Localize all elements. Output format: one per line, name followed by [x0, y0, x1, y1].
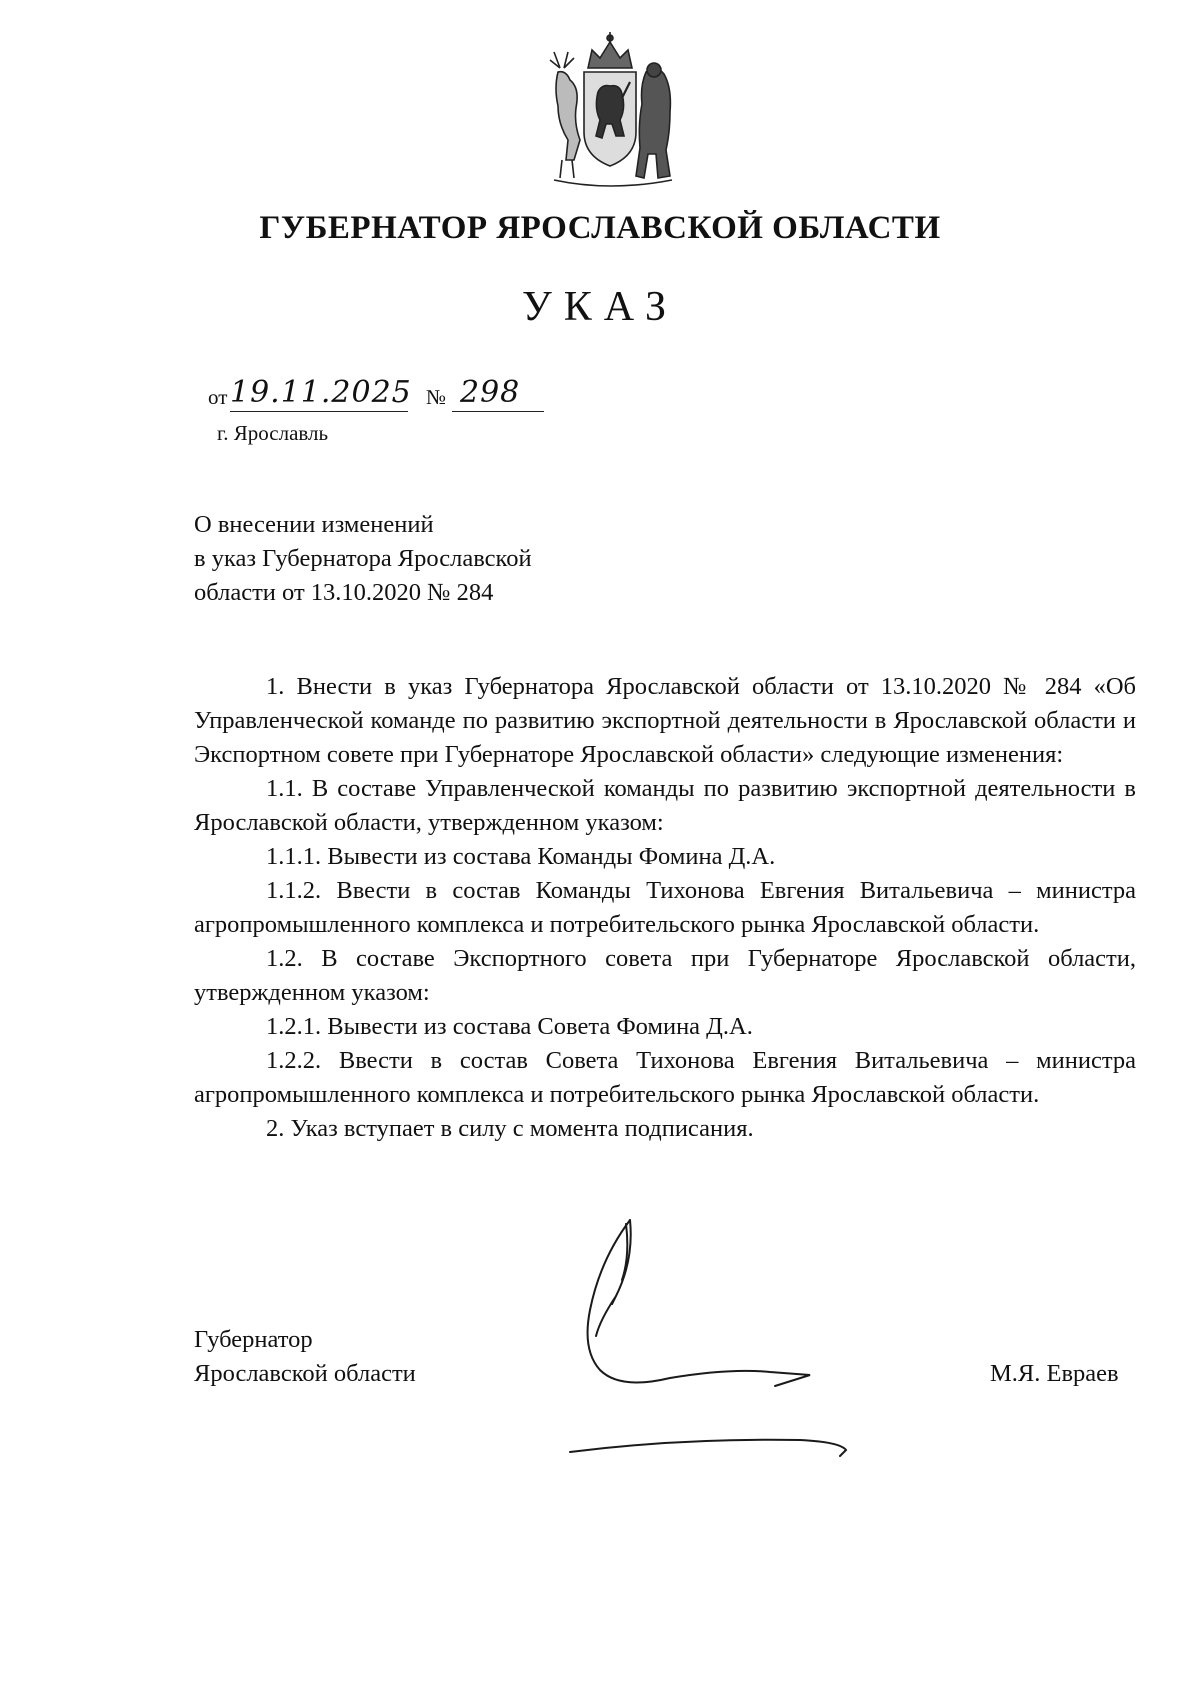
number-prefix: №: [426, 385, 447, 409]
document-body: [194, 670, 1136, 1146]
body-paragraph: 1. Внести в указ Губернатора Ярославской области от 13.10.2020 № 284 «Об Управленческой команде по развитию экспортной деятельности в Ярославской области и Экспортном совете при Губернаторе Ярославской области» следующие изменения:: [194, 673, 1136, 768]
document-subject: [194, 508, 532, 610]
body-paragraph: 1.1.1. Вывести из состава Команды Фомина Д.А.: [266, 843, 776, 870]
date-value: 19.11.2025: [230, 375, 412, 410]
body-paragraph: 2. Указ вступает в силу с момента подписания.: [266, 1115, 754, 1142]
issuing-authority: ГУБЕРНАТОР ЯРОСЛАВСКОЙ ОБЛАСТИ: [259, 210, 941, 246]
date-underline: [230, 411, 408, 412]
date-prefix: от: [208, 385, 228, 409]
city: г. Ярославль: [217, 421, 329, 445]
body-paragraph: 1.2.1. Вывести из состава Совета Фомина Д.А.: [266, 1013, 753, 1040]
signatory-title-line: Губернатор: [194, 1326, 313, 1353]
number-underline: [452, 411, 544, 412]
signatory-name: М.Я. Евраев: [990, 1360, 1119, 1387]
subject-line: в указ Губернатора Ярославской: [194, 545, 532, 572]
body-paragraph: 1.1.2. Ввести в состав Команды Тихонова Евгения Витальевича – министра агропромышленного комплекса и потребительского рынка Ярославской области.: [194, 877, 1136, 938]
coat-of-arms-icon: [540, 28, 680, 193]
document-type: УКАЗ: [521, 284, 679, 330]
signatory-title: [194, 1323, 416, 1391]
handwritten-signature-icon: [560, 1200, 930, 1470]
body-paragraph: 1.2. В составе Экспортного совета при Губернаторе Ярославской области, утвержденном указом:: [194, 945, 1136, 1006]
registration-line: [208, 375, 588, 414]
subject-line: области от 13.10.2020 № 284: [194, 579, 494, 606]
subject-line: О внесении изменений: [194, 511, 434, 538]
body-paragraph: 1.2.2. Ввести в состав Совета Тихонова Евгения Витальевича – министра агропромышленного комплекса и потребительского рынка Ярославской области.: [194, 1047, 1136, 1108]
number-value: 298: [460, 375, 521, 410]
signatory-title-line: Ярославской области: [194, 1360, 416, 1387]
body-paragraph: 1.1. В составе Управленческой команды по развитию экспортной деятельности в Ярославской области, утвержденном указом:: [194, 775, 1136, 836]
